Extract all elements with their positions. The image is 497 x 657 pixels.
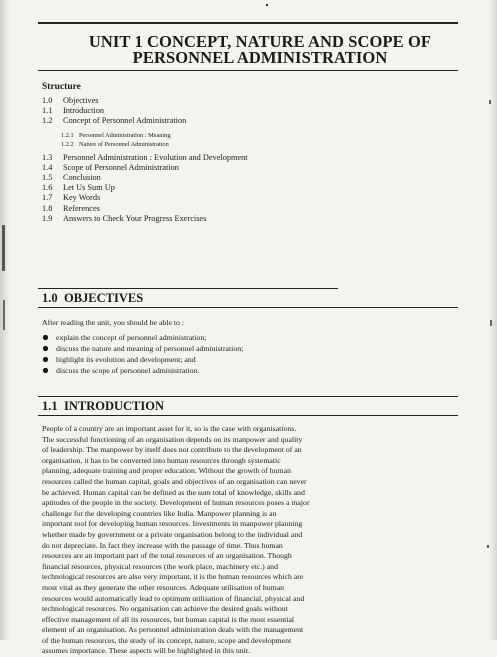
- objectives-bottom-rule: [38, 307, 458, 308]
- toc-item: [42, 116, 462, 126]
- objective-text: explain the concept of personnel administration;: [56, 333, 207, 342]
- objectives-top-rule: [38, 288, 338, 289]
- toc-label: References: [63, 203, 100, 213]
- toc-number: 1.0: [42, 96, 53, 105]
- objective-text: discuss the nature and meaning of personnel administration;: [56, 344, 244, 353]
- title-top-rule: [38, 22, 458, 24]
- paragraph-line: effective management of all its resources, but human capital is the most essential: [42, 614, 295, 624]
- toc-number: 1.5: [42, 172, 53, 182]
- introduction-heading: [42, 399, 164, 414]
- paragraph-line: resources called the human capital, goals and objectives of an organisation can never: [42, 476, 307, 486]
- toc-number: 1.1: [42, 106, 53, 116]
- bullet-icon: [43, 368, 48, 373]
- toc-item: [42, 153, 462, 163]
- toc-item: [42, 106, 462, 116]
- toc-item: [42, 183, 462, 193]
- title-bottom-rule: [38, 70, 458, 71]
- paragraph-line: be achieved. Human capital can be defined as the sum total of knowledge, skills and: [42, 487, 305, 497]
- objective-item: [42, 354, 442, 365]
- bullet-icon: [43, 346, 48, 351]
- paragraph-line: resources are an important part of the total resources of an organisation. Though: [42, 551, 292, 561]
- objective-text: highlight its evolution and development; and: [56, 355, 196, 364]
- toc-number: 1.9: [42, 213, 53, 223]
- structure-heading: Structure: [42, 82, 81, 92]
- section-title: INTRODUCTION: [64, 399, 165, 413]
- toc-number: 1.2: [42, 116, 53, 126]
- paragraph-line: technological resources are also very important, it is the human resources which are: [42, 572, 304, 582]
- paragraph-line: People of a country are an important asset for it, so is the case with organisations.: [42, 424, 297, 433]
- toc-item: [42, 214, 462, 224]
- paragraph-line: of the human resources, the study of its concept, nature, scope and development: [42, 635, 292, 645]
- toc-label: Nature of Personnel Administration: [79, 140, 169, 148]
- section-title: OBJECTIVES: [64, 291, 144, 305]
- toc-label: Personnel Administration : Evolution and Development: [63, 152, 248, 162]
- introduction-paragraph: [42, 424, 442, 657]
- toc-number: 1.2.2: [61, 140, 74, 148]
- toc-number: 1.8: [42, 203, 53, 213]
- toc-number: 1.3: [42, 152, 53, 162]
- toc-number: 1.7: [42, 193, 53, 203]
- paragraph-line: most vital as they generate the other resources. Adequate utilisation of human: [42, 582, 285, 592]
- paragraph-line: of leadership. The manpower by itself does not contribute to the development of an: [42, 445, 302, 455]
- paragraph-line: technological resources. No organisation can achieve the desired goals without: [42, 604, 288, 614]
- toc-label: Introduction: [63, 106, 105, 116]
- paragraph-line: do not depreciate. In fact they increase with the passage of time. Thus human: [42, 540, 283, 550]
- toc-label: Scope of Personnel Administration: [63, 162, 179, 172]
- toc-label: Personnel Administration : Meaning: [79, 131, 171, 139]
- objective-text: discuss the scope of personnel administration.: [56, 366, 200, 375]
- toc-subitem: [42, 140, 462, 149]
- bullet-icon: [43, 335, 48, 340]
- toc-item: [42, 96, 462, 106]
- objectives-intro: After reading the unit, you should be able to :: [42, 318, 185, 327]
- objective-item: [42, 343, 442, 354]
- paragraph-line: element of an organisation. As personnel administration deals with the management: [42, 625, 304, 635]
- structure-list: [42, 96, 462, 224]
- paragraph-line: planning, adequate training and proper education. Without the growth of human: [42, 466, 291, 476]
- toc-label: Concept of Personnel Administration: [63, 116, 187, 126]
- unit-title-line-2: PERSONNEL ADMINISTRATION: [132, 48, 388, 67]
- objective-item: [42, 332, 442, 343]
- toc-label: Let Us Sum Up: [63, 183, 115, 193]
- paragraph-line: The successful functioning of an organisation depends on its manpower and quality: [42, 434, 303, 444]
- toc-number: 1.6: [42, 183, 53, 193]
- section-number: 1.0: [42, 291, 58, 305]
- paragraph-line: aptitudes of the people in the society. Development of human resources poses a major: [42, 498, 310, 508]
- unit-title-line-1: UNIT 1 CONCEPT, NATURE AND SCOPE OF: [88, 32, 432, 51]
- paragraph-line: important tool for developing human resources. Investments in manpower planning: [42, 519, 303, 529]
- bullet-icon: [43, 357, 48, 362]
- toc-item: [42, 193, 462, 203]
- toc-item: [42, 204, 462, 214]
- paragraph-line: financial resources, physical resources (the work place, machinery etc.) and: [42, 561, 278, 571]
- toc-label: Conclusion: [63, 172, 101, 182]
- toc-subitem: [42, 131, 462, 140]
- objectives-list: [42, 332, 442, 376]
- paragraph-line: organisation, it has to be converted into human resources through systematic: [42, 455, 281, 465]
- toc-number: 1.4: [42, 162, 53, 172]
- paragraph-line: challenge for the developing countries like India. Manpower planning is an: [42, 508, 277, 518]
- objectives-heading: [42, 291, 143, 306]
- paragraph-line: assumes importance. These aspects will be highlighted in this unit.: [42, 646, 250, 656]
- toc-item: [42, 163, 462, 173]
- toc-item: [42, 173, 462, 183]
- introduction-top-rule: [38, 396, 458, 397]
- paragraph-line: resources would automatically lead to optimum utilisation of financial, physical and: [42, 593, 305, 603]
- toc-number: 1.2.1: [61, 131, 74, 139]
- introduction-bottom-rule: [38, 415, 458, 416]
- toc-label: Answers to Check Your Progress Exercises: [63, 213, 207, 223]
- paragraph-line: whether made by government or a private organisation belong to the individual and: [42, 529, 303, 539]
- toc-label: Objectives: [63, 96, 99, 105]
- toc-label: Key Words: [63, 193, 101, 203]
- section-number: 1.1: [42, 399, 58, 413]
- objective-item: [42, 365, 442, 376]
